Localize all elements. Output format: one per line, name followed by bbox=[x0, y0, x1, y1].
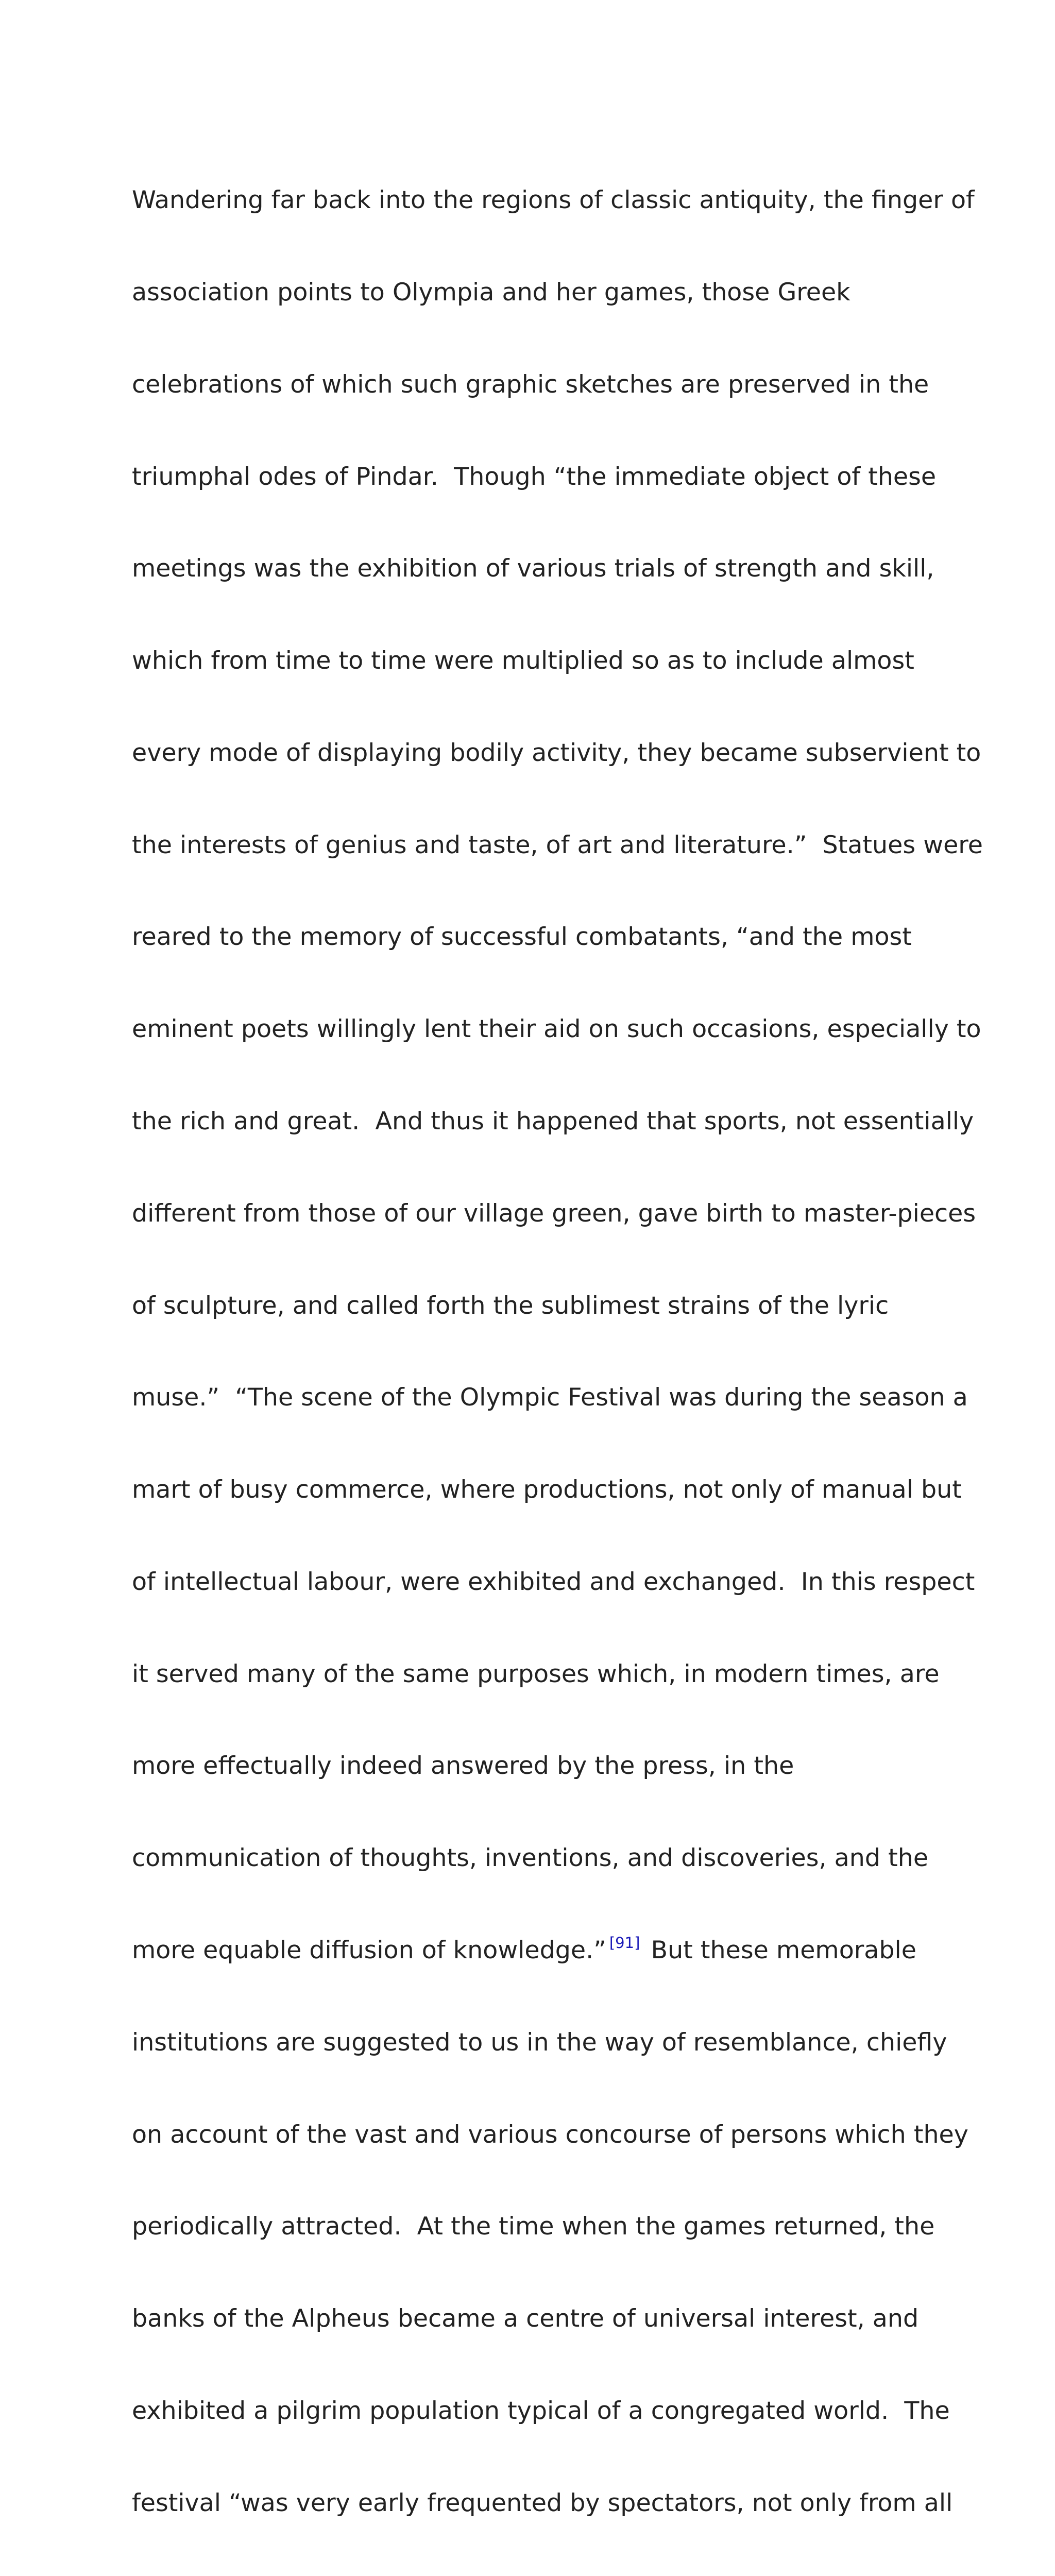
text-line: the interests of genius and taste, of art and literature.” Statues were bbox=[132, 831, 983, 859]
footnote-link[interactable]: [91] bbox=[609, 1934, 640, 1952]
text-line: muse.” “The scene of the Olympic Festival was during the season a bbox=[132, 1383, 968, 1412]
text-line: Wandering far back into the regions of classic antiquity, the finger of bbox=[132, 186, 975, 215]
text-line: periodically attracted. At the time when the games returned, the bbox=[132, 2212, 935, 2241]
text-line: communication of thoughts, inventions, and discoveries, and the bbox=[132, 1844, 929, 1873]
text-segment: more equable diffusion of knowledge.” bbox=[132, 1936, 606, 1965]
text-line: the rich and great. And thus it happened that sports, not essentially bbox=[132, 1107, 974, 1136]
text-line: meetings was the exhibition of various trials of strength and skill, bbox=[132, 554, 934, 583]
text-segment: But these memorable bbox=[643, 1936, 916, 1965]
text-line: reared to the memory of successful combatants, “and the most bbox=[132, 923, 912, 952]
text-line: institutions are suggested to us in the way of resemblance, chiefly bbox=[132, 2028, 947, 2057]
text-line: association points to Olympia and her games, those Greek bbox=[132, 278, 850, 307]
text-line: it served many of the same purposes which, in modern times, are bbox=[132, 1659, 940, 1688]
text-line: of sculpture, and called forth the sublimest strains of the lyric bbox=[132, 1291, 889, 1320]
text-line: more effectually indeed answered by the press, in the bbox=[132, 1752, 794, 1781]
text-line: mart of busy commerce, where productions, not only of manual but bbox=[132, 1476, 962, 1504]
body-paragraph bbox=[132, 124, 983, 2576]
text-line: which from time to time were multiplied so as to include almost bbox=[132, 647, 914, 675]
text-line: festival “was very early frequented by spectators, not only from all bbox=[132, 2488, 953, 2517]
text-line: of intellectual labour, were exhibited and exchanged. In this respect bbox=[132, 1567, 975, 1596]
text-line: banks of the Alpheus became a centre of universal interest, and bbox=[132, 2304, 919, 2333]
text-line: celebrations of which such graphic sketches are preserved in the bbox=[132, 370, 929, 399]
text-line: different from those of our village green, gave birth to master-pieces bbox=[132, 1199, 976, 1228]
text-line: on account of the vast and various concourse of persons which they bbox=[132, 2120, 968, 2149]
text-line: eminent poets willingly lent their aid on such occasions, especially to bbox=[132, 1015, 981, 1044]
text-line-with-footnote bbox=[132, 1935, 935, 1966]
text-line: exhibited a pilgrim population typical of a congregated world. The bbox=[132, 2396, 950, 2425]
text-line: triumphal odes of Pindar. Though “the immediate object of these bbox=[132, 462, 937, 491]
text-line: every mode of displaying bodily activity, they became subservient to bbox=[132, 738, 981, 767]
